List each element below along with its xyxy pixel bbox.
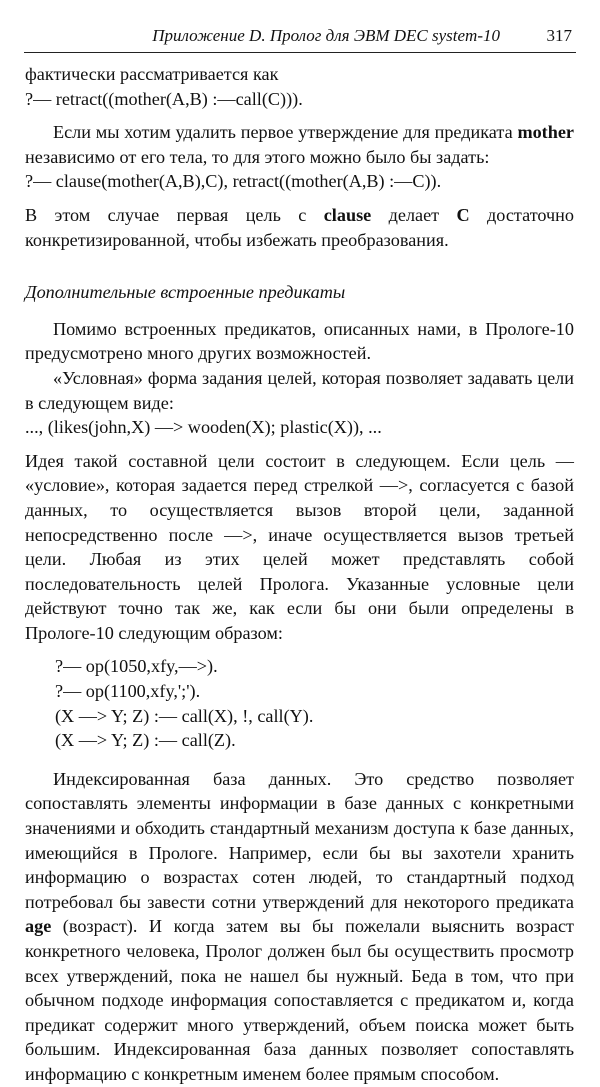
code-line: ?— op(1100,xfy,';'). bbox=[55, 681, 201, 702]
paragraph bbox=[25, 767, 574, 1087]
code-line: ?— clause(mother(A,B),C), retract((mother(A,B) :—C)). bbox=[25, 171, 442, 192]
code-line: ?— retract((mother(A,B) :—call(C))). bbox=[25, 88, 303, 109]
section-heading: Дополнительные встроенные предикаты bbox=[25, 282, 346, 303]
variable-name: C bbox=[456, 204, 470, 225]
predicate-name: age bbox=[25, 916, 52, 937]
text-run: Если мы хотим удалить первое утверждение для предиката bbox=[53, 122, 513, 143]
code-line: (X —> Y; Z) :— call(Z). bbox=[55, 730, 236, 751]
text-run: независимо от его тела, то для этого можно было бы задать: bbox=[25, 146, 490, 167]
code-block bbox=[25, 654, 574, 752]
paragraph bbox=[25, 120, 574, 169]
predicate-name: clause bbox=[323, 204, 372, 225]
text-run: делает bbox=[371, 204, 457, 225]
text-run: (возраст). И когда затем вы бы пожелали выяснить возраст конкретного человека, Пролог должен был бы осуществить просмотр всех утверждений, пока не нашел бы нужный. Беда в том, что при обычном подходе информация сопоставляется с предикатом и, когда предикат содержит много утверждений, объем поиска может быть большим. Индексированная база данных позволяет сопоставлять информацию с конкретным именем более прямым способом. bbox=[25, 916, 574, 1084]
paragraph: «Условная» форма задания целей, которая позволяет задавать цели в следующем виде: bbox=[25, 367, 574, 413]
page-header bbox=[24, 22, 576, 53]
paragraph: Помимо встроенных предикатов, описанных нами, в Прологе-10 предусмотрено много других возможностей. bbox=[25, 318, 574, 364]
code-line: ..., (likes(john,X) —> wooden(X); plastic(X)), ... bbox=[25, 417, 382, 438]
page-body bbox=[25, 62, 574, 1087]
running-title: Приложение D. Пролог для ЭВМ DEC system-10 bbox=[152, 26, 500, 45]
page-number: 317 bbox=[546, 26, 572, 45]
code-line: (X —> Y; Z) :— call(X), !, call(Y). bbox=[55, 705, 314, 726]
paragraph: Идея такой составной цели состоит в следующем. Если цель — «условие», которая задается перед стрелкой —>, согласуется с базой данных, то осуществляется вызов второй цели, заданной непосредственно после —>, иначе осуществляется вызов третьей цели. Любая из этих целей может представлять собой последовательность целей Пролога. Указанные условные цели действуют точно так же, как если бы они были определены в Прологе-10 следующим образом: bbox=[25, 450, 574, 643]
code-line: ?— op(1050,xfy,—>). bbox=[55, 656, 218, 677]
text-run: Индексированная база данных. Это средство позволяет сопоставлять элементы информации в базе данных с конкретными значениями и обходить стандартный механизм доступа к базе данных, имеющийся в Прологе. Например, если бы вы захотели хранить информацию о возрастах сотен людей, то стандартный подход потребовал бы завести сотни утверждений для некоторого предиката bbox=[25, 768, 574, 912]
paragraph bbox=[25, 203, 574, 252]
text-line: фактически рассматривается как bbox=[25, 64, 279, 84]
text-run: В этом случае первая цель с bbox=[25, 204, 324, 225]
predicate-name: mother bbox=[517, 122, 574, 143]
text-run: достаточно конкретизированной, чтобы избежать преобразования. bbox=[25, 204, 574, 250]
